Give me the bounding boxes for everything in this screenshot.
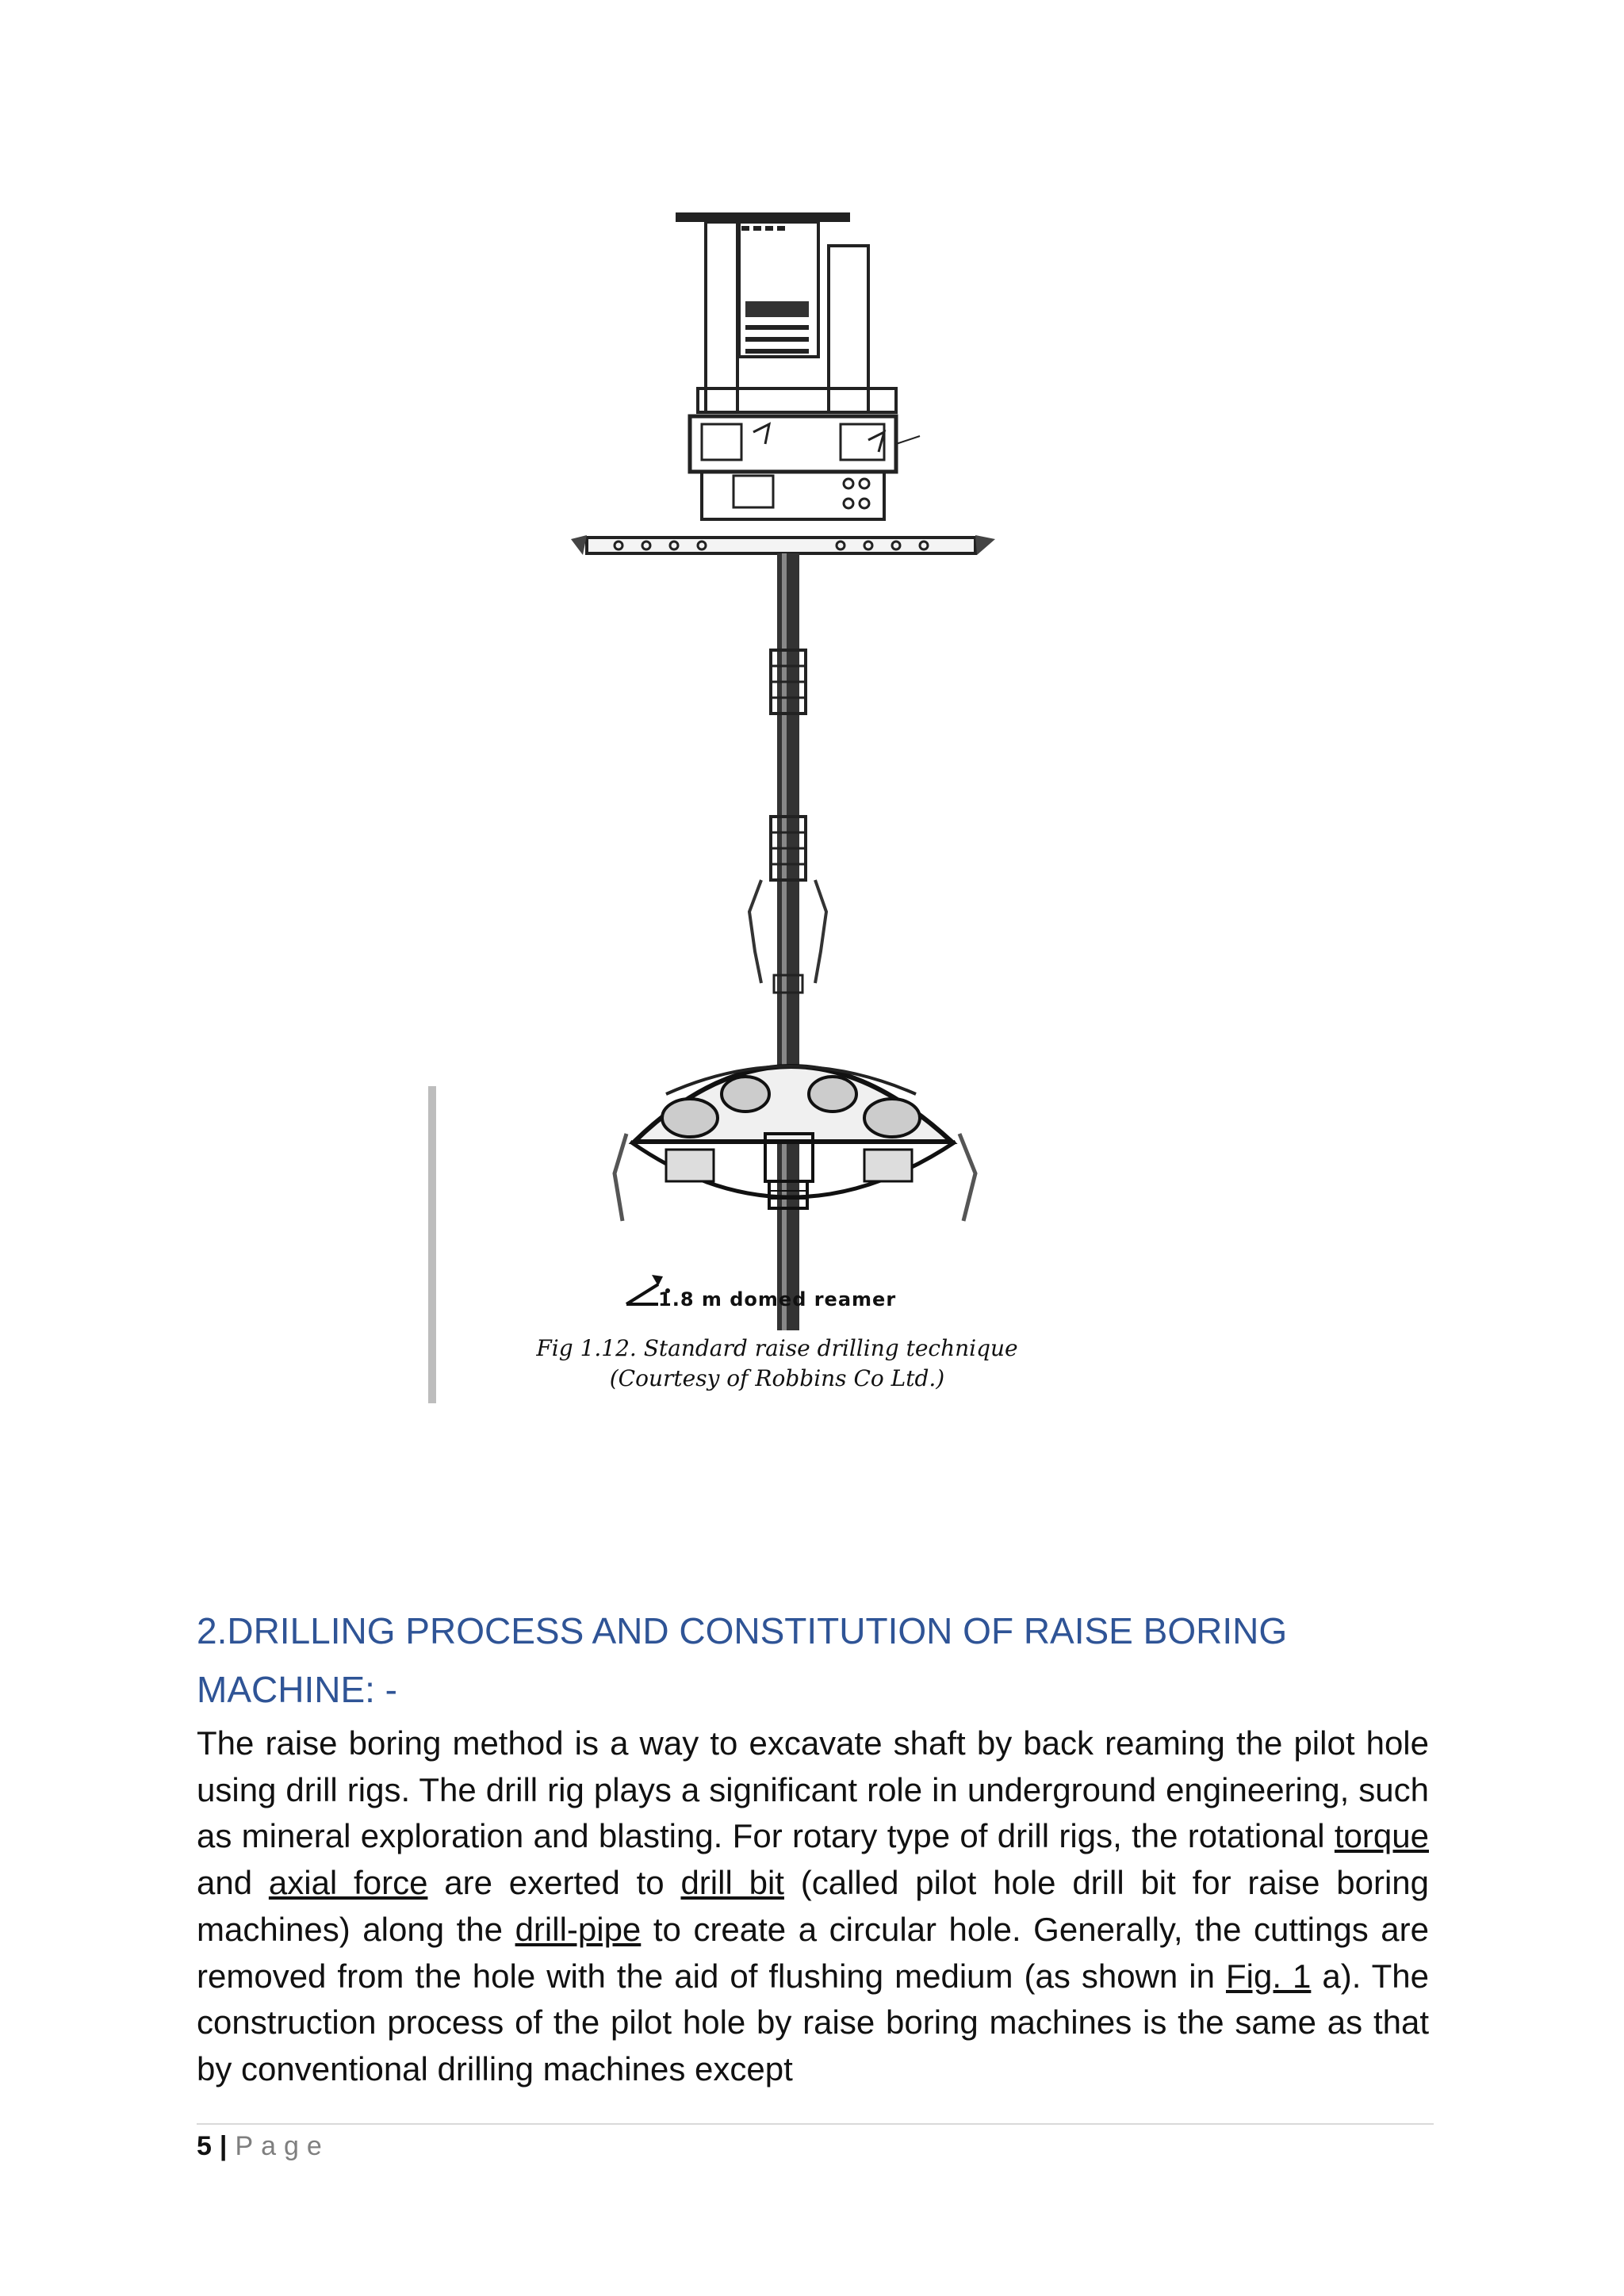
body-text-1: The raise boring method is a way to excavate shaft by back reaming the pilot hole using drill rigs. The drill rig plays a significant role in underground engineering, such as mineral exploration and blasting. For rotary type of drill rigs, the rotational <box>197 1724 1429 1855</box>
fig1-link[interactable]: Fig. 1 <box>1225 1957 1312 1995</box>
section-heading-line2: MACHINE: - <box>197 1669 397 1710</box>
page-number: 5 <box>197 2131 212 2161</box>
body-paragraph <box>197 1720 1429 2093</box>
drill-bit-link[interactable]: drill bit <box>680 1864 784 1902</box>
axial-force-link[interactable]: axial force <box>268 1864 428 1902</box>
section-heading <box>197 1601 1434 1719</box>
page-word: Page <box>235 2131 330 2161</box>
body-text-2: and <box>197 1864 269 1902</box>
figure-caption-line2: (Courtesy of Robbins Co Ltd.) <box>609 1365 945 1391</box>
figure-caption-line1: Fig 1.12. Standard raise drilling technique <box>536 1335 1018 1361</box>
page-footer <box>197 2131 330 2162</box>
body-text-3: are exerted to <box>427 1864 681 1902</box>
torque-link[interactable]: torque <box>1334 1817 1429 1855</box>
raise-drill-illustration <box>428 198 1126 1403</box>
figure-label: 1.8 m domed reamer <box>658 1288 897 1311</box>
drill-pipe-link[interactable]: drill-pipe <box>515 1910 642 1948</box>
figure-caption <box>476 1334 1078 1394</box>
body-text-4: (called pilot hole drill bit for raise boring machines) along the <box>197 1864 1430 1948</box>
footer-divider <box>197 2123 1434 2125</box>
footer-separator: | <box>219 2131 228 2161</box>
raise-drilling-figure <box>428 198 1126 1403</box>
body-text-6: a). The construction process of the pilot hole by raise boring machines is the same as that by conventional drilling machines except <box>197 1957 1429 2087</box>
body-text-5: to create a circular hole. Generally, the cuttings are removed from the hole with the aid of flushing medium (as shown in <box>197 1910 1429 1995</box>
section-heading-line1: 2.DRILLING PROCESS AND CONSTITUTION OF RAISE BORING <box>197 1610 1288 1651</box>
